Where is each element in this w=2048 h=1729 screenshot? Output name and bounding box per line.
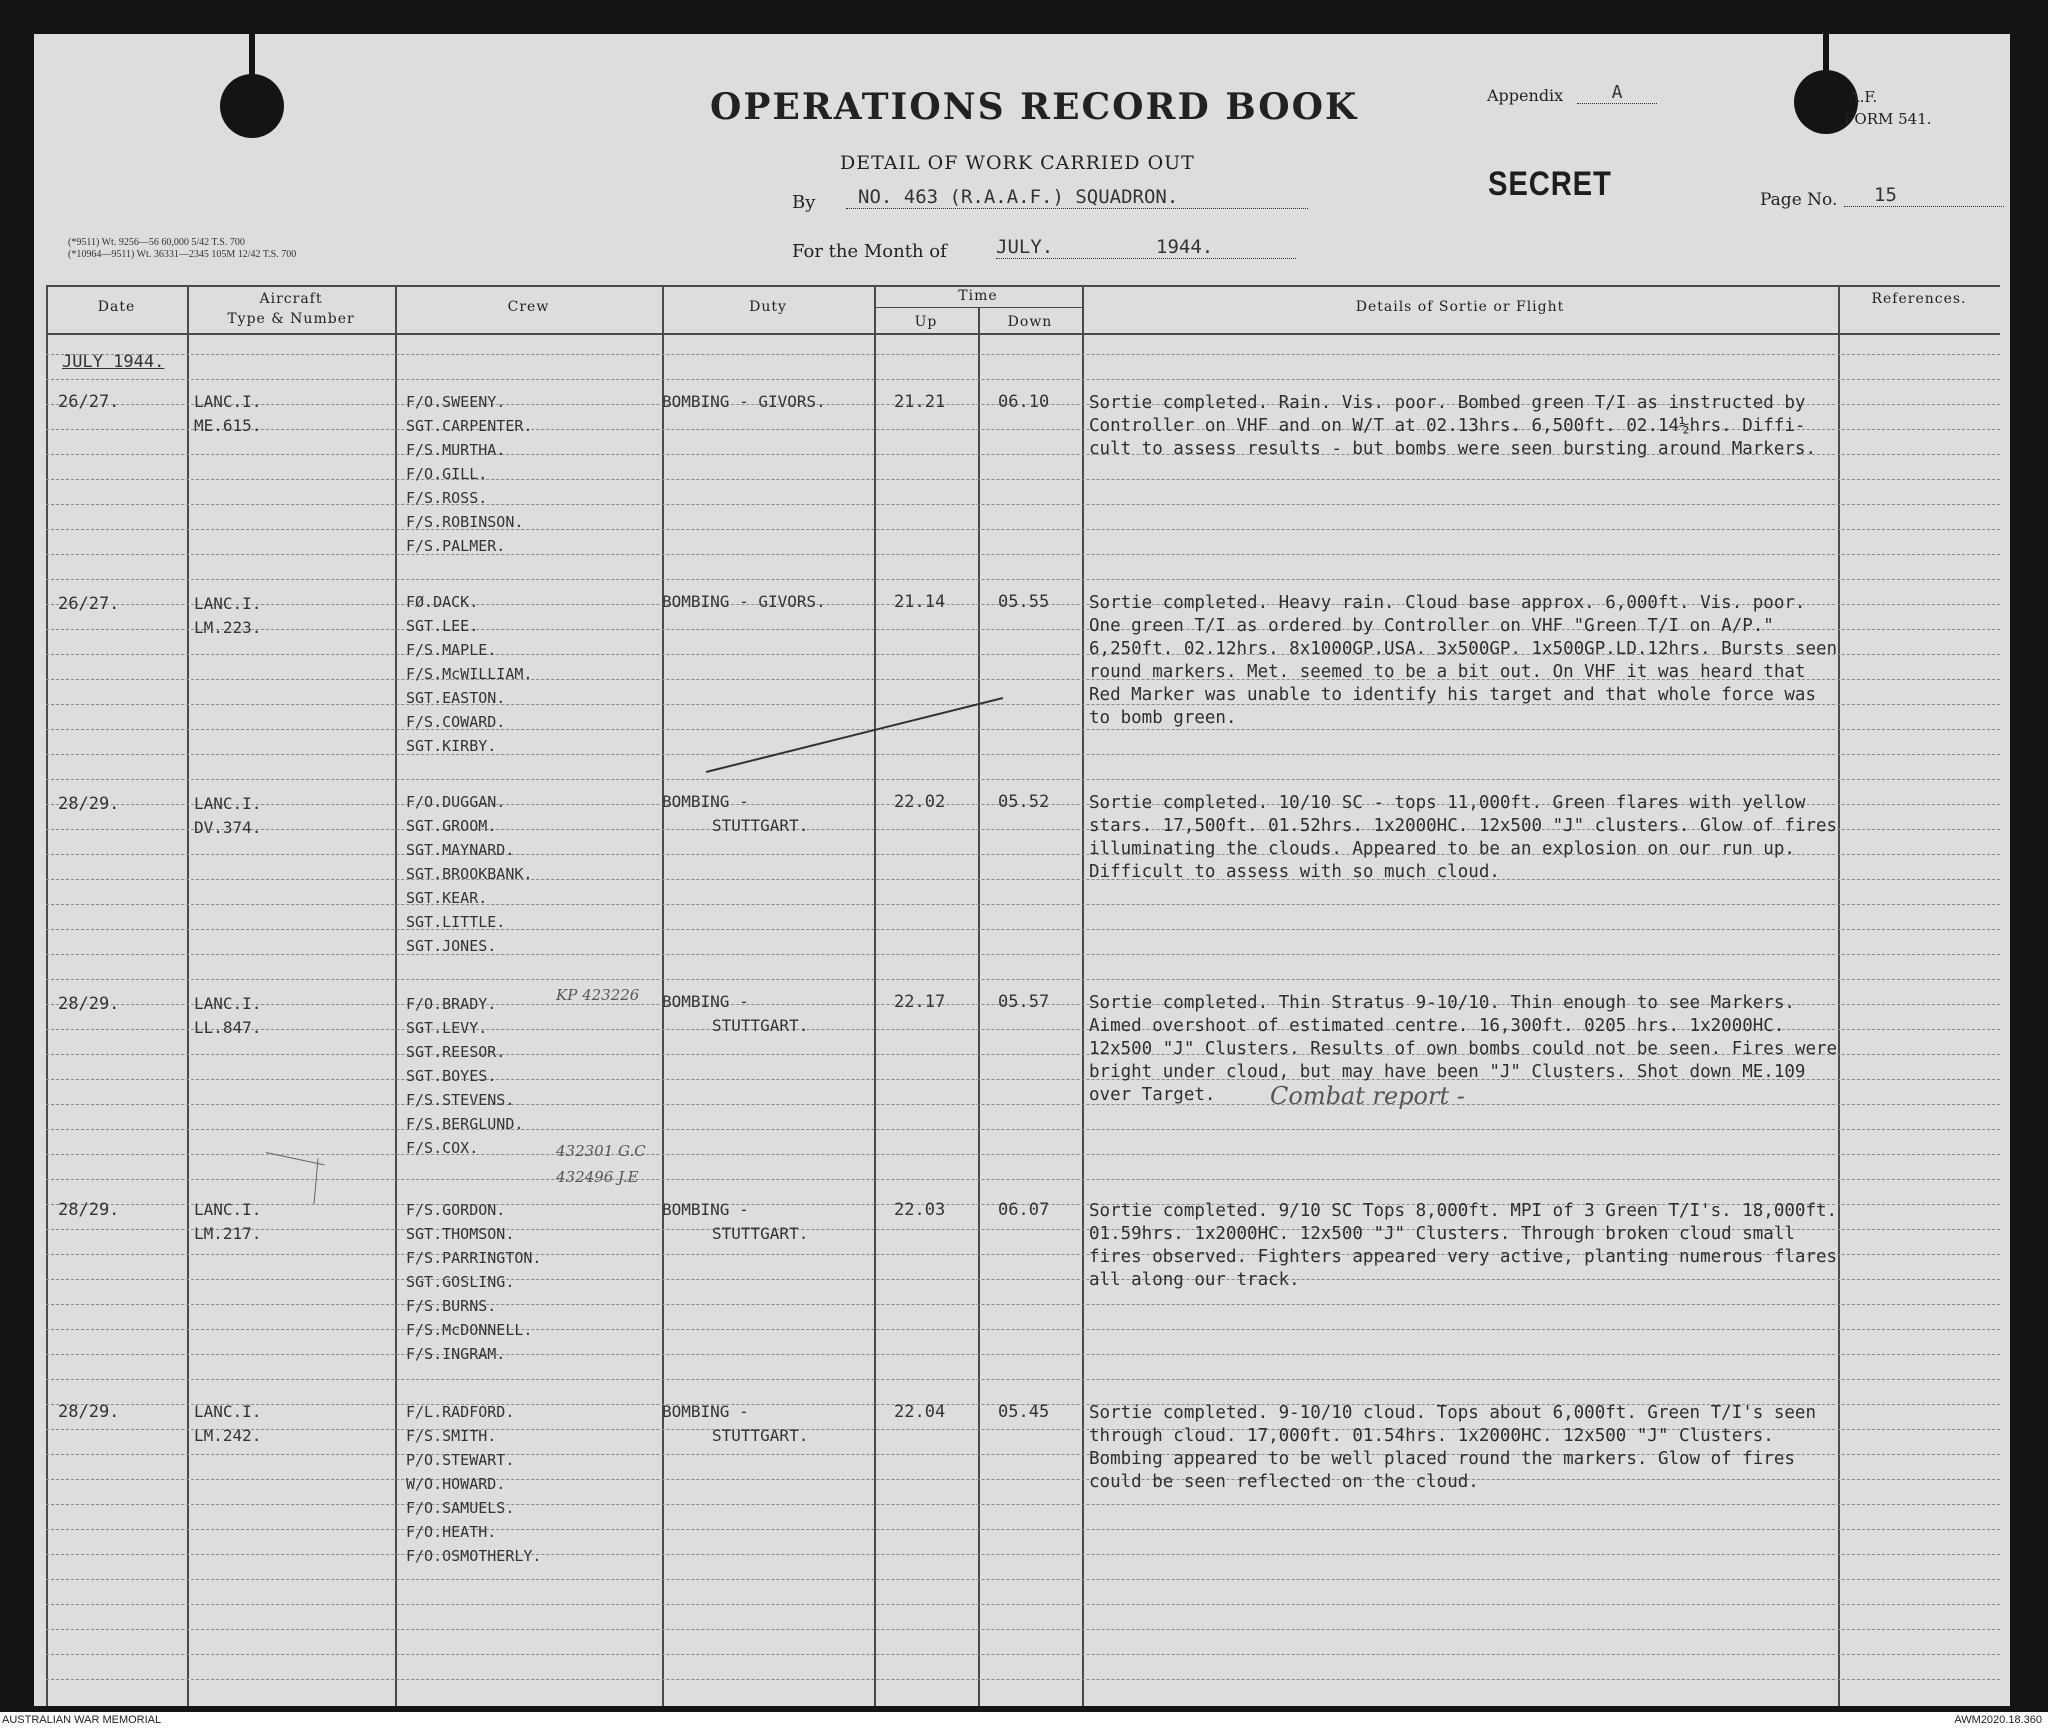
aircraft-type: LANC.I. bbox=[194, 594, 262, 613]
details-line: Sortie completed. 9-10/10 cloud. Tops about 6,000ft. Green T/I's seen bbox=[1089, 1403, 1816, 1423]
entry-date: 28/29. bbox=[58, 1402, 120, 1422]
ruled-line bbox=[46, 954, 2000, 955]
col-divider-duty bbox=[874, 285, 876, 1706]
crew-member: F/S.GORDON. bbox=[406, 1201, 506, 1219]
col-divider-up bbox=[978, 307, 980, 1706]
crew-member: F/S.STEVENS. bbox=[406, 1091, 515, 1109]
ruled-line bbox=[46, 754, 2000, 755]
page-number: 15 bbox=[1844, 184, 2004, 207]
crew-member: F/S.INGRAM. bbox=[406, 1345, 506, 1363]
crew-member: F/S.PARRINGTON. bbox=[406, 1249, 542, 1267]
sortie-details bbox=[1089, 392, 1816, 461]
archive-credit: AUSTRALIAN WAR MEMORIAL bbox=[2, 1714, 162, 1726]
record-sheet bbox=[34, 34, 2010, 1706]
print-line-2: (*10964—9511) Wt. 36331—2345 105M 12/42 T.S. 700 bbox=[68, 249, 297, 260]
col-divider-time bbox=[1082, 285, 1084, 1706]
duty bbox=[662, 1198, 808, 1246]
duty bbox=[662, 390, 826, 414]
ruled-line bbox=[46, 379, 2000, 380]
details-line: Sortie completed. 9/10 SC Tops 8,000ft. MPI of 3 Green T/I's. 18,000ft. bbox=[1089, 1201, 1838, 1221]
ruled-line bbox=[46, 579, 2000, 580]
sortie-details bbox=[1089, 1200, 1837, 1292]
aircraft-type-number bbox=[194, 1400, 261, 1448]
aircraft-number: LM.223. bbox=[194, 618, 262, 637]
crew-member: SGT.GROOM. bbox=[406, 817, 497, 835]
aircraft-number: ME.615. bbox=[194, 416, 262, 435]
crew-list bbox=[406, 790, 532, 958]
ruled-line bbox=[46, 1679, 2000, 1680]
crew-member: SGT.JONES. bbox=[406, 937, 497, 955]
duty-line: STUTTGART. bbox=[712, 1426, 809, 1445]
header-references: References. bbox=[1871, 291, 1967, 307]
aircraft-type-number bbox=[194, 792, 261, 840]
details-line: could be seen reflected on the cloud. bbox=[1089, 1472, 1479, 1492]
ruled-line bbox=[46, 1179, 2000, 1180]
aircraft-type-number bbox=[194, 1198, 261, 1246]
print-line-1: (*9511) Wt. 9256—56 60,000 5/42 T.S. 700 bbox=[68, 237, 245, 248]
aircraft-number: DV.374. bbox=[194, 818, 262, 837]
duty-line: BOMBING - bbox=[662, 1402, 749, 1421]
crew-member: SGT.GOSLING. bbox=[406, 1273, 515, 1291]
crew-member: F/L.RADFORD. bbox=[406, 1403, 515, 1421]
crew-list bbox=[406, 1400, 541, 1568]
ruled-line bbox=[46, 1379, 2000, 1380]
details-line: all along our track. bbox=[1089, 1270, 1300, 1290]
table-left-border bbox=[46, 285, 48, 1706]
details-line: 01.59hrs. 1x2000HC. 12x500 "J" Clusters. Through broken cloud small bbox=[1089, 1224, 1795, 1244]
details-line: One green T/I as ordered by Controller on VHF "Green T/I on A/P." bbox=[1089, 616, 1774, 636]
ruled-line bbox=[46, 1629, 2000, 1630]
crew-member: F/S.COWARD. bbox=[406, 713, 506, 731]
details-line: 6,250ft. 02.12hrs. 8x1000GP.USA. 3x500GP. 1x500GP.LD.12hrs. Bursts seen bbox=[1089, 639, 1838, 659]
aircraft-type: LANC.I. bbox=[194, 1402, 262, 1421]
crew-member: F/O.SAMUELS. bbox=[406, 1499, 515, 1517]
duty bbox=[662, 1400, 808, 1448]
ruled-line bbox=[46, 929, 2000, 930]
crew-member: SGT.LEE. bbox=[406, 617, 479, 635]
crew-member: F/S.BERGLUND. bbox=[406, 1115, 524, 1133]
secret-stamp: SECRET bbox=[1488, 165, 1612, 203]
duty-line: BOMBING - bbox=[662, 1200, 749, 1219]
time-down: 05.57 bbox=[998, 992, 1050, 1012]
form-subtitle: DETAIL OF WORK CARRIED OUT bbox=[840, 152, 1195, 174]
form-number bbox=[1844, 86, 1932, 130]
crew-member: FØ.DACK. bbox=[406, 593, 479, 611]
time-up: 22.02 bbox=[894, 792, 946, 812]
ruled-line bbox=[46, 904, 2000, 905]
ruled-line bbox=[46, 979, 2000, 980]
details-line: Sortie completed. Rain. Vis. poor. Bombed green T/I as instructed by bbox=[1089, 393, 1806, 413]
duty bbox=[662, 990, 808, 1038]
crew-list bbox=[406, 992, 523, 1160]
header-bottom-border bbox=[46, 333, 2000, 335]
aircraft-number: LL.847. bbox=[194, 1018, 262, 1037]
time-down: 06.07 bbox=[998, 1200, 1050, 1220]
header-time: Time bbox=[958, 288, 998, 304]
time-up: 22.03 bbox=[894, 1200, 946, 1220]
crew-member: SGT.REESOR. bbox=[406, 1043, 506, 1061]
details-line: Sortie completed. 10/10 SC - tops 11,000ft. Green flares with yellow bbox=[1089, 793, 1806, 813]
ruled-line bbox=[46, 1504, 2000, 1505]
duty bbox=[662, 590, 826, 614]
aircraft-number: LM.242. bbox=[194, 1426, 262, 1445]
crew-list bbox=[406, 590, 532, 758]
header-up: Up bbox=[914, 314, 938, 330]
col-divider-date bbox=[187, 285, 189, 1706]
time-up: 21.14 bbox=[894, 592, 946, 612]
details-line: Red Marker was unable to identify his target and that whole force was bbox=[1089, 685, 1816, 705]
handwritten-combat-report: Combat report - bbox=[1270, 1082, 1465, 1110]
crew-member: F/S.ROSS. bbox=[406, 489, 488, 507]
binder-hole-left bbox=[220, 74, 284, 138]
ruled-line bbox=[46, 1579, 2000, 1580]
ruled-line bbox=[46, 554, 2000, 555]
crew-member: P/O.STEWART. bbox=[406, 1451, 515, 1469]
crew-member: F/S.SMITH. bbox=[406, 1427, 497, 1445]
sortie-details bbox=[1089, 792, 1837, 884]
crew-member: SGT.EASTON. bbox=[406, 689, 506, 707]
duty-line: STUTTGART. bbox=[712, 1016, 809, 1035]
crew-member: SGT.THOMSON. bbox=[406, 1225, 515, 1243]
crew-member: SGT.BROOKBANK. bbox=[406, 865, 533, 883]
header-crew: Crew bbox=[507, 299, 550, 315]
details-line: through cloud. 17,000ft. 01.54hrs. 1x2000HC. 12x500 "J" Clusters. bbox=[1089, 1426, 1774, 1446]
aircraft-type-number bbox=[194, 390, 261, 438]
details-line: fires observed. Fighters appeared very active, planting numerous flares bbox=[1089, 1247, 1838, 1267]
crew-member: F/O.DUGGAN. bbox=[406, 793, 506, 811]
crew-member: F/S.BURNS. bbox=[406, 1297, 497, 1315]
crew-member: F/S.McDONNELL. bbox=[406, 1321, 533, 1339]
header-aircraft bbox=[187, 289, 395, 329]
duty-line: STUTTGART. bbox=[712, 816, 809, 835]
details-line: cult to assess results - but bombs were seen bursting around Markers. bbox=[1089, 439, 1816, 459]
printer-reference bbox=[68, 237, 296, 261]
crew-member: SGT.CARPENTER. bbox=[406, 417, 533, 435]
handwritten-service-number: KP 423226 bbox=[556, 986, 640, 1004]
ruled-line bbox=[46, 1529, 2000, 1530]
details-line: round markers. Met. seemed to be a bit out. On VHF it was heard that bbox=[1089, 662, 1806, 682]
crew-member: SGT.KIRBY. bbox=[406, 737, 497, 755]
details-line: Aimed overshoot of estimated centre. 16,300ft. 0205 hrs. 1x2000HC. bbox=[1089, 1016, 1785, 1036]
ruled-line bbox=[46, 354, 2000, 355]
time-down: 06.10 bbox=[998, 392, 1050, 412]
time-up: 22.17 bbox=[894, 992, 946, 1012]
time-up: 22.04 bbox=[894, 1402, 946, 1422]
duty-line: BOMBING - GIVORS. bbox=[662, 592, 826, 611]
details-line: illuminating the clouds. Appeared to be an explosion on our run up. bbox=[1089, 839, 1795, 859]
time-down: 05.55 bbox=[998, 592, 1050, 612]
crew-member: SGT.MAYNARD. bbox=[406, 841, 515, 859]
details-line: over Target. bbox=[1089, 1085, 1216, 1105]
ruled-line bbox=[46, 1604, 2000, 1605]
crew-member: F/S.PALMER. bbox=[406, 537, 506, 555]
crew-member: SGT.LITTLE. bbox=[406, 913, 506, 931]
ruled-line bbox=[46, 504, 2000, 505]
crew-member: F/S.McWILLIAM. bbox=[406, 665, 533, 683]
crew-member: F/O.OSMOTHERLY. bbox=[406, 1547, 542, 1565]
duty-line: BOMBING - GIVORS. bbox=[662, 392, 826, 411]
year-value: 1944. bbox=[1156, 236, 1214, 258]
page-label: Page No. bbox=[1760, 190, 1838, 210]
ruled-line bbox=[46, 1304, 2000, 1305]
ruled-line bbox=[46, 1354, 2000, 1355]
header-duty: Duty bbox=[749, 299, 787, 315]
details-line: Bombing appeared to be well placed round the markers. Glow of fires bbox=[1089, 1449, 1795, 1469]
aircraft-type: LANC.I. bbox=[194, 392, 262, 411]
header-date: Date bbox=[97, 299, 136, 315]
aircraft-type: LANC.I. bbox=[194, 794, 262, 813]
entry-date: 28/29. bbox=[58, 994, 120, 1014]
entry-date: 28/29. bbox=[58, 1200, 120, 1220]
time-down: 05.52 bbox=[998, 792, 1050, 812]
ruled-line bbox=[46, 1654, 2000, 1655]
crew-member: F/O.BRADY. bbox=[406, 995, 497, 1013]
handwritten-service-number: 432301 G.C bbox=[556, 1142, 646, 1160]
aircraft-type: LANC.I. bbox=[194, 994, 262, 1013]
duty-line: BOMBING - bbox=[662, 792, 749, 811]
month-heading: JULY 1944. bbox=[62, 352, 165, 372]
crew-member: SGT.BOYES. bbox=[406, 1067, 497, 1085]
sortie-details bbox=[1089, 1402, 1816, 1494]
pen-stroke bbox=[706, 697, 1003, 773]
duty-line: BOMBING - bbox=[662, 992, 749, 1011]
ruled-line bbox=[46, 529, 2000, 530]
crew-list bbox=[406, 1198, 541, 1366]
month-label: For the Month of bbox=[792, 241, 947, 262]
details-line: Controller on VHF and on W/T at 02.13hrs. 6,500ft. 02.14½hrs. Diffi- bbox=[1089, 416, 1806, 436]
entry-date: 28/29. bbox=[58, 794, 120, 814]
by-label: By bbox=[792, 192, 816, 213]
crew-member: F/S.COX. bbox=[406, 1139, 479, 1157]
crew-member: F/O.SWEENY. bbox=[406, 393, 506, 411]
details-line: bright under cloud, but may have been "J" Clusters. Shot down ME.109 bbox=[1089, 1062, 1806, 1082]
crew-member: F/S.ROBINSON. bbox=[406, 513, 524, 531]
details-line: stars. 17,500ft. 01.52hrs. 1x2000HC. 12x500 "J" clusters. Glow of fires bbox=[1089, 816, 1838, 836]
crew-member: SGT.LEVY. bbox=[406, 1019, 488, 1037]
appendix-value: A bbox=[1577, 82, 1657, 104]
details-line: Sortie completed. Thin Stratus 9-10/10. Thin enough to see Markers. bbox=[1089, 993, 1795, 1013]
form-line-1: .A.F. bbox=[1844, 88, 1878, 106]
entry-date: 26/27. bbox=[58, 392, 120, 412]
ruled-line bbox=[46, 779, 2000, 780]
header-down: Down bbox=[1007, 314, 1053, 330]
details-line: Sortie completed. Heavy rain. Cloud base approx. 6,000ft. Vis. poor. bbox=[1089, 593, 1806, 613]
aircraft-type-number bbox=[194, 992, 261, 1040]
col-divider-aircraft bbox=[395, 285, 397, 1706]
details-line: 12x500 "J" Clusters. Results of own bombs could not be seen. Fires were bbox=[1089, 1039, 1838, 1059]
crew-list bbox=[406, 390, 532, 558]
header-details: Details of Sortie or Flight bbox=[1355, 299, 1565, 315]
ruled-line bbox=[46, 1329, 2000, 1330]
crew-member: F/O.HEATH. bbox=[406, 1523, 497, 1541]
crew-member: W/O.HOWARD. bbox=[406, 1475, 506, 1493]
crew-member: F/S.MAPLE. bbox=[406, 641, 497, 659]
month-field bbox=[996, 236, 1296, 259]
squadron-field: NO. 463 (R.A.A.F.) SQUADRON. bbox=[846, 186, 1308, 209]
crew-member: F/S.MURTHA. bbox=[406, 441, 506, 459]
details-line: Difficult to assess with so much cloud. bbox=[1089, 862, 1500, 882]
crew-member: SGT.KEAR. bbox=[406, 889, 488, 907]
aircraft-type-number bbox=[194, 592, 261, 640]
time-down: 05.45 bbox=[998, 1402, 1050, 1422]
sortie-details bbox=[1089, 592, 1837, 730]
form-title: OPERATIONS RECORD BOOK bbox=[710, 86, 1359, 128]
duty-line: STUTTGART. bbox=[712, 1224, 809, 1243]
col-divider-details bbox=[1838, 285, 1840, 1706]
handwritten-service-number: 432496 J.E bbox=[556, 1168, 639, 1186]
ruled-line bbox=[46, 1554, 2000, 1555]
details-line: to bomb green. bbox=[1089, 708, 1237, 728]
form-line-2: FORM 541. bbox=[1844, 110, 1932, 128]
entry-date: 26/27. bbox=[58, 594, 120, 614]
duty bbox=[662, 790, 808, 838]
month-value: JULY. bbox=[996, 236, 1054, 258]
ruled-line bbox=[46, 479, 2000, 480]
aircraft-number: LM.217. bbox=[194, 1224, 262, 1243]
header-aircraft-line1: Aircraft bbox=[259, 291, 323, 307]
header-aircraft-line2: Type & Number bbox=[227, 311, 355, 327]
appendix-label: Appendix bbox=[1487, 86, 1564, 105]
ruled-line bbox=[46, 1154, 2000, 1155]
time-up: 21.21 bbox=[894, 392, 946, 412]
pencil-tick bbox=[313, 1158, 318, 1204]
archive-reference: AWM2020.18.360 bbox=[1954, 1714, 2042, 1726]
aircraft-type: LANC.I. bbox=[194, 1200, 262, 1219]
crew-member: F/O.GILL. bbox=[406, 465, 488, 483]
ruled-line bbox=[46, 1129, 2000, 1130]
